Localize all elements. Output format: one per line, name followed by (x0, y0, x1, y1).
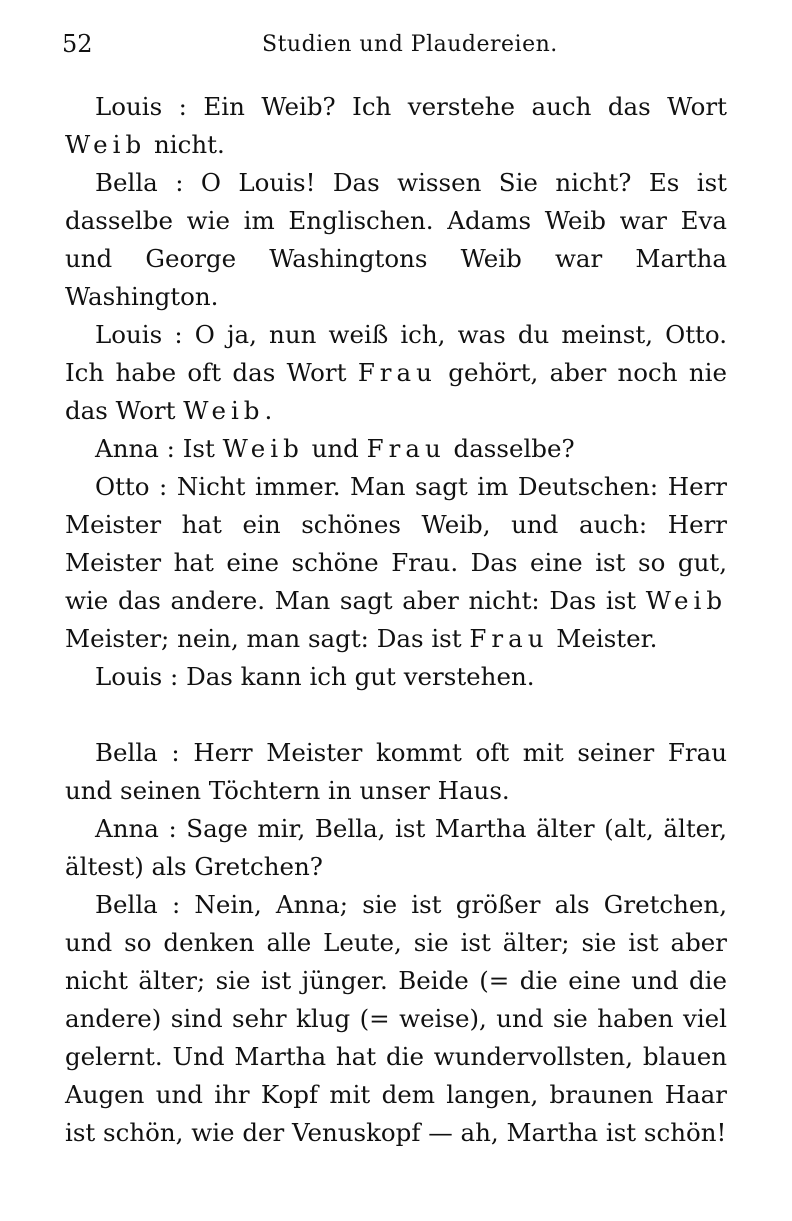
page-header (62, 26, 730, 66)
speaker-name: Otto (95, 472, 150, 501)
speaker-name: Louis (95, 320, 163, 349)
emphasized-word: Weib (65, 130, 147, 159)
speaker-name: Bella (95, 168, 158, 197)
speaker-name: Anna (95, 434, 159, 463)
dialogue-text: Sage mir, Bella, ist Martha älter (alt, älter, ältest) als Gretchen? (65, 814, 727, 881)
dialogue-section-1 (65, 88, 727, 696)
dialogue-paragraph: Louis : O ja, nun weiß ich, was du meinst, Otto. Ich habe oft das Wort Frau gehört, aber noch nie das Wort Weib. (65, 320, 727, 425)
speaker-name: Bella (95, 738, 158, 767)
dialogue-text: Herr Meister kommt oft mit seiner Frau und seinen Töchtern in unser Haus. (65, 738, 727, 805)
dialogue-paragraph: Louis : Ein Weib? Ich verstehe auch das Wort Weib nicht. (65, 92, 727, 159)
dialogue-text: Ist (182, 434, 223, 463)
dialogue-text: Nein, Anna; sie ist größer als Gretchen, und so denken alle Leute, sie ist älter; sie ist aber nicht älter; sie ist jünger. Beide (= die eine und die andere) sind sehr klug (= weise), und sie haben viel gelernt. Und Martha hat die wundervollsten, blauen Augen und ihr Kopf mit dem langen, braunen Haar ist schön, wie der Venuskopf — ah, Martha ist schön! (65, 890, 727, 1147)
emphasized-word: Weib (222, 434, 304, 463)
page-number: 52 (62, 30, 93, 58)
running-head: Studien und Plaudereien. (262, 32, 558, 57)
dialogue-section-2 (65, 734, 727, 1152)
emphasized-word: Frau (357, 358, 437, 387)
speaker-name: Bella (95, 890, 158, 919)
dialogue-text: nicht. (146, 130, 225, 159)
dialogue-text: Das kann ich gut verstehen. (186, 662, 535, 691)
dialogue-text: Ein Weib? Ich verstehe auch das Wort (203, 92, 727, 121)
emphasized-word: Frau (366, 434, 446, 463)
dialogue-text: dasselbe? (445, 434, 575, 463)
dialogue-text: O ja, nun weiß ich, was du meinst, Otto. Ich habe oft das Wort (65, 320, 727, 387)
dialogue-paragraph: Anna : Ist Weib und Frau dasselbe? (95, 434, 575, 463)
emphasized-word: Weib (645, 586, 727, 615)
dialogue-text: Meister. (548, 624, 658, 653)
dialogue-text: O Louis! Das wissen Sie nicht? Es ist dasselbe wie im Englischen. Adams Weib war Eva und George Washingtons Weib war Martha Washington. (65, 168, 727, 311)
dialogue-text: Meister; nein, man sagt: Das ist (65, 624, 470, 653)
dialogue-paragraph: Anna : Sage mir, Bella, ist Martha älter (alt, älter, ältest) als Gretchen? (65, 814, 727, 881)
speaker-name: Louis (95, 92, 163, 121)
dialogue-text: und (303, 434, 367, 463)
dialogue-text: . (264, 396, 273, 425)
dialogue-paragraph: Louis : Das kann ich gut verstehen. (95, 662, 535, 691)
dialogue-text: Nicht immer. Man sagt im Deutschen: Herr Meister hat ein schönes Weib, und auch: Herr Meister hat eine schöne Frau. Das eine ist so gut, wie das andere. Man sagt aber nicht: Das ist (65, 472, 727, 615)
dialogue-paragraph: Otto : Nicht immer. Man sagt im Deutschen: Herr Meister hat ein schönes Weib, und auch: Herr Meister hat eine schöne Frau. Das eine ist so gut, wie das andere. Man sagt aber nicht: Das ist Weib Meister; nein, man sagt: Das ist Frau Meister. (65, 472, 727, 653)
dialogue-paragraph: Bella : O Louis! Das wissen Sie nicht? Es ist dasselbe wie im Englischen. Adams Weib war Eva und George Washingtons Weib war Martha Washington. (65, 168, 727, 311)
dialogue-paragraph: Bella : Nein, Anna; sie ist größer als Gretchen, und so denken alle Leute, sie ist älter; sie ist aber nicht älter; sie ist jünger. Beide (= die eine und die andere) sind sehr klug (= weise), und sie haben viel gelernt. Und Martha hat die wundervollsten, blauen Augen und ihr Kopf mit dem langen, braunen Haar ist schön, wie der Venuskopf — ah, Martha ist schön! (65, 890, 727, 1147)
speaker-name: Louis (95, 662, 163, 691)
dialogue-text: gehört, aber noch nie das Wort (65, 358, 727, 425)
emphasized-word: Frau (469, 624, 549, 653)
speaker-name: Anna (95, 814, 159, 843)
emphasized-word: Weib (183, 396, 265, 425)
dialogue-paragraph: Bella : Herr Meister kommt oft mit seiner Frau und seinen Töchtern in unser Haus. (65, 738, 727, 805)
